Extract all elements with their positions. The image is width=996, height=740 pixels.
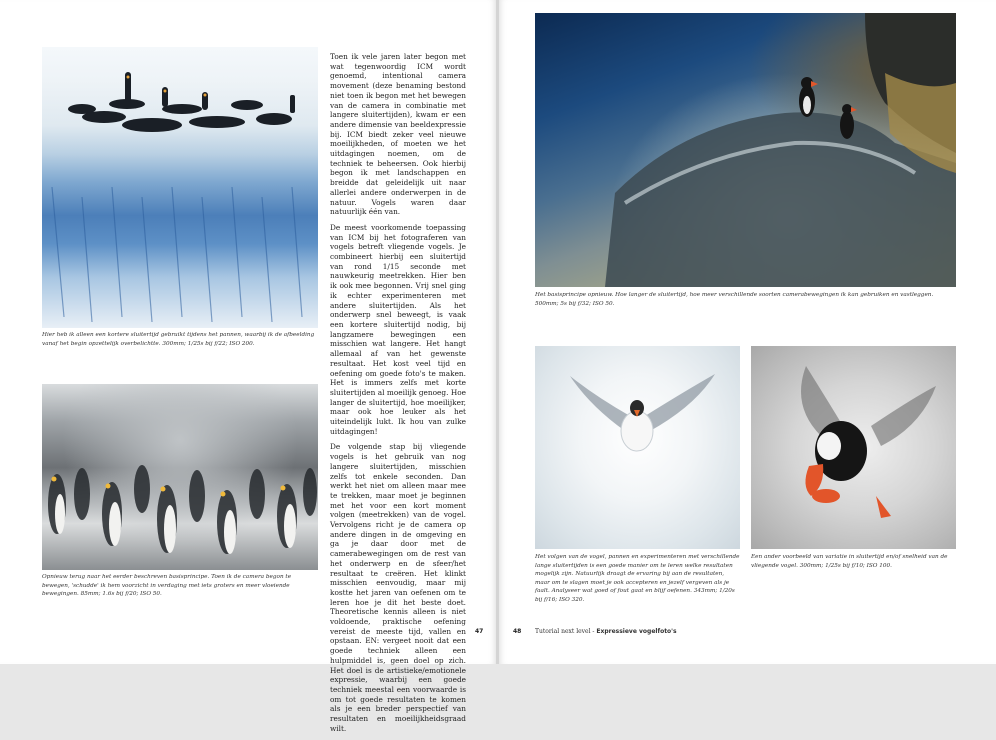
paragraph-2: De meest voorkomende toepassing van ICM bij het fotograferen van vogels betreft vliegende vogels. Je combineert hierbij een sluitertijd van rond 1/15 seconde met nauwkeurig meetrekken. Hier ben ik ook mee begonnen. Vrij snel ging ik echter experimenteren met andere sluitertijden. Als het onderwerp snel beweegt, is vaak een kortere sluitertijd nodig, bij langzamere bewegingen een misschien wat langere. Het hangt allemaal af van het gewenste resultaat. Het kost veel tijd en oefening om goede foto's te maken. Het is immers zelfs met korte sluitertijden al moeilijk genoeg. Hoe langer de sluitertijd, hoe moeilijker, maar ook hoe leuker als het uiteindelijk lukt. Ik hou van zulke uitdagingen! (330, 222, 466, 436)
paragraph-3: De volgende stap bij vliegende vogels is het gebruik van nog langere sluitertijden, misschien zelfs tot enkele seconden. Dan werkt het niet om alleen maar mee te trekken, maar moet je beginnen met het voor een kort moment volgen (meetrekken) van de vogel. Vervolgens richt je de camera op andere dingen in de omgeving en ga je daar door met de camerabewegingen om de rest van het onderwerp en de sfeer/het resultaat te creëren. Het klinkt misschien eenvoudig, maar mij kostte het jaren van oefenen om te leren hoe je dit het beste doet. Theoretische kennis alleen is niet voldoende, praktische oefening vereist de meeste tijd, vallen en opstaan. EN: vergeet nooit dat een goede techniek alleen een hulpmiddel is, geen doel op zich. Het doel is de artistieke/emotionele expressie, waarbij een goede techniek meestal een voorwaarde is om tot goede resultaten te komen als je een breder perspectief van resultaten en moeilijkheidsgraad wilt. (330, 442, 466, 733)
photo-4-caption: Het volgen van de vogel, pannen en experimenteren met verschillende lange sluitertijden is een goede manier om te leren welke resultaten mogelijk zijn. Natuurlijk draagt de ervaring bij aan de resultaten, maar om te slagen moet je ook accepteren en jezelf vergeven als je faalt. Analyseer wat goed of fout gaat en blijf oefenen. 343mm; 1/20s bij f/16; ISO 320. (535, 554, 740, 603)
article-text-column (330, 52, 466, 740)
photo-puffins-on-rock (535, 13, 956, 287)
photo-puffin-landing (751, 346, 956, 549)
photo-5-caption: Een ander voorbeeld van variatie in sluitertijd en/of snelheid van de vliegende vogel. 300mm; 1/25s bij f/10; ISO 100. (751, 554, 948, 569)
paragraph-1: Toen ik vele jaren later begon met wat tegenwoordig ICM wordt genoemd, intentional camera movement (deze benaming bestond niet toen ik begon met het bewegen van de camera in combinatie met langere sluitertijden), kwam er een andere dimensie van beeldexpressie bij. ICM biedt zeker veel nieuwe moeilijkheden, of moeten we het uitdagingen noemen, om de techniek te beheersen. Ook hierbij begon ik met landschappen en breidde dat geleidelijk uit naar allerlei andere onderwerpen in de natuur. Vogels waren daar natuurlijk één van. (330, 52, 466, 217)
photo-king-penguin-colony (42, 384, 318, 570)
page-number-right: 48 (513, 628, 522, 635)
left-page (0, 0, 496, 733)
photo-2-caption: Opnieuw terug naar het eerder beschreven basisprincipe. Toen ik de camera begon te bewegen, 'schudde' ik hem voorzicht in verdaging met iets groters en meer vloeiende bewegingen. 85mm; 1.6s bij f/20; ISO 50. (42, 574, 292, 598)
running-head-title: Expressieve vogelfoto's (596, 628, 677, 635)
running-head (535, 628, 677, 635)
running-head-prefix: Tutorial next level - (535, 628, 597, 635)
photo-puffin-in-flight (535, 346, 740, 549)
photo-3-caption: Het basisprincipe opnieuw. Hoe langer de sluitertijd, hoe meer verschillende soorten camerabewegingen ik kan gebruiken en vastleggen. 500mm; 5s bij f/32; ISO 50. (535, 292, 934, 307)
page-number-left: 47 (475, 628, 484, 635)
photo-1-caption: Hier heb ik alleen een kortere sluitertijd gebruikt tijdens het pannen, waarbij ik de afbeelding vanaf het begin opzettelijk overbelichtte. 300mm; 1/25s bij f/22; ISO 200. (42, 332, 315, 347)
photo-penguins-in-water (42, 47, 318, 328)
